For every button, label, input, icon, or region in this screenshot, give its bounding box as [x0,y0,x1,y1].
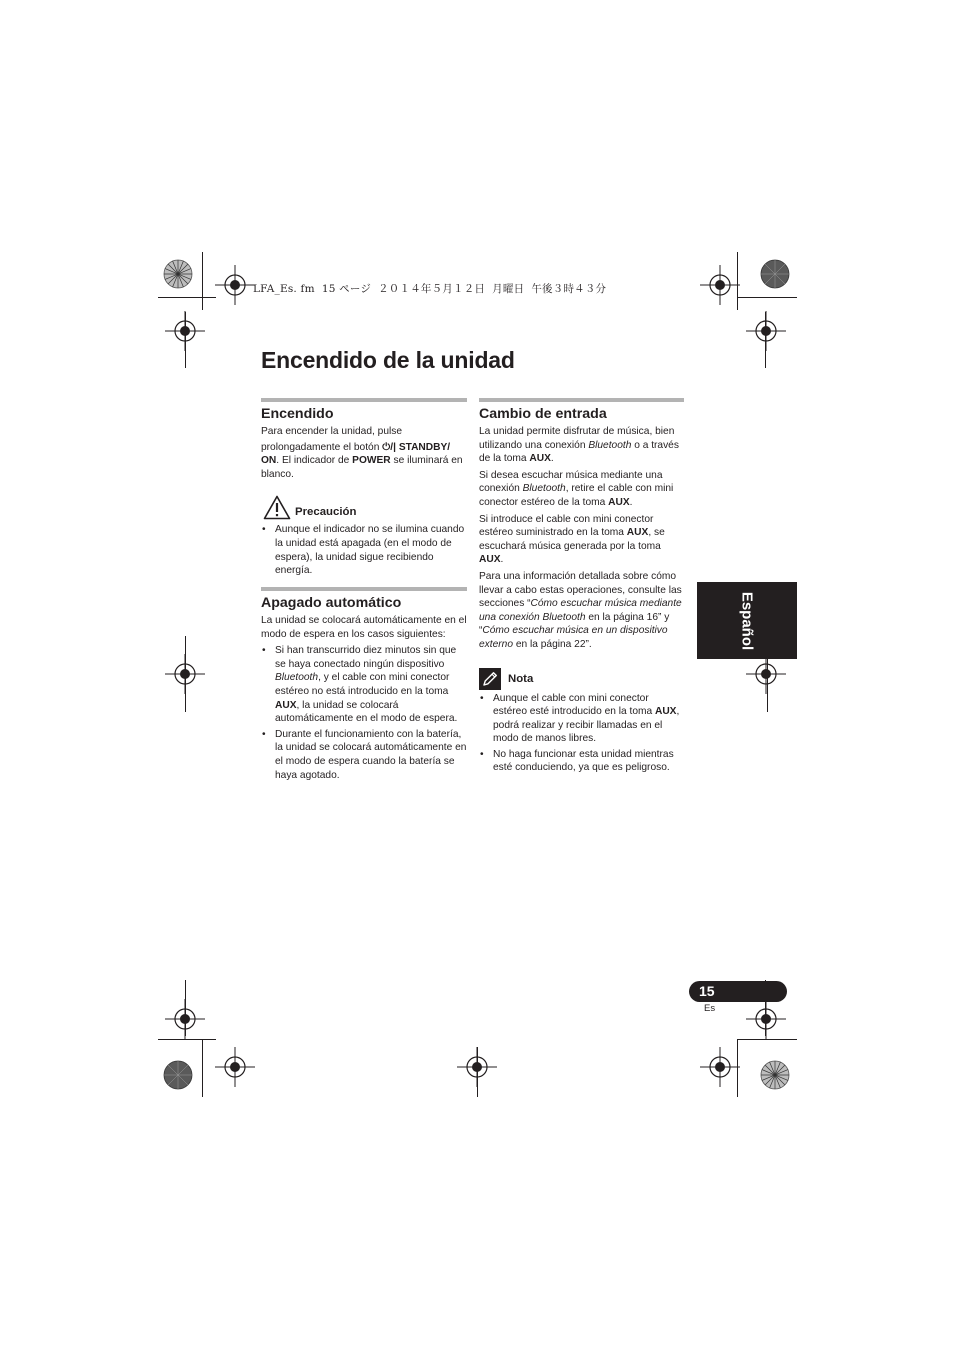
color-rosette-icon [760,259,790,289]
page-number: 15 [699,983,715,999]
note-list [479,692,684,776]
paragraph: Si introduce el cable con mini conector estéreo suministrado en la toma AUX, se escuchará música generada por la toma AUX. [479,513,665,566]
registration-mark-icon [165,311,205,351]
pencil-note-icon [479,668,501,690]
crop-line [202,1039,203,1097]
paragraph: Si desea escuchar música mediante una conexión Bluetooth, retire el cable con mini conector estéreo de la toma AUX. [479,469,674,508]
section-rule [479,398,684,402]
crop-line [158,1039,216,1040]
list-item: • No haga funcionar esta unidad mientras esté conduciendo, ya que es peligroso. [479,748,684,775]
caution-list [261,523,467,577]
list-item: • Durante el funcionamiento con la batería, la unidad se colocará automáticamente en el modo de espera cuando la batería se haya agotado. [261,728,467,782]
registration-mark-icon [165,654,205,694]
note-title: Nota [508,672,534,685]
paragraph: La unidad se colocará automáticamente en el modo de espera en los casos siguientes: [261,615,467,640]
list-item: • Aunque el indicador no se ilumina cuando la unidad está apagada (en el modo de espera), la unidad sigue recibiendo energía. [261,523,467,577]
language-side-tab [697,582,797,659]
crop-line [737,297,797,298]
standby-symbol: ⏻/| [382,441,396,453]
color-rosette-icon [163,259,193,289]
registration-mark-icon [746,311,786,351]
section-apagado [261,587,467,784]
caution-title: Precaución [295,506,357,519]
crop-line [158,297,216,298]
registration-mark-icon [700,1047,740,1087]
caution-heading [261,495,467,521]
color-rosette-icon [760,1060,790,1090]
page-title: Encendido de la unidad [261,347,515,373]
crop-line [202,252,203,310]
section-encendido [261,398,467,580]
registration-mark-icon [215,265,255,305]
color-rosette-icon [163,1060,193,1090]
page-number-badge [689,981,787,1002]
crop-line [737,1039,797,1040]
warning-triangle-icon [263,495,291,520]
registration-mark-icon [700,265,740,305]
registration-mark-icon [215,1047,255,1087]
section-heading: Apagado automático [261,595,402,611]
registration-mark-icon [746,654,786,694]
list-item: • Si han transcurrido diez minutos sin que se haya conectado ningún dispositivo Bluetooth, y el cable con mini conector estéreo no está introducido en la toma AUX, la unidad se colocará automáticamente en el modo de espera. [261,644,467,726]
print-header: LFA_Es. fm 15 ページ ２０１４年５月１２日 月曜日 午後３時４３分 [253,283,607,295]
section-heading: Encendido [261,406,334,422]
bullet-list [261,644,467,782]
section-heading: Cambio de entrada [479,406,607,422]
section-rule [261,587,467,591]
registration-mark-icon [457,1047,497,1087]
note-heading [479,668,684,690]
registration-mark-icon [746,999,786,1039]
paragraph: prolongadamente el botón ⏻/| STANDBY/ ON. El indicador de POWER se iluminará en blanco. [261,441,463,480]
list-item: • Aunque el cable con mini conector estéreo esté introducido en la toma AUX, podrá realizar y recibir llamadas en el modo de manos libres. [479,692,684,746]
language-code: Es [704,1003,716,1014]
registration-mark-icon [165,999,205,1039]
section-cambio [479,398,684,777]
section-rule [261,398,467,402]
paragraph: Para una información detallada sobre cómo llevar a cabo estas operaciones, consulte las secciones “Cómo escuchar música mediante una conexión Bluetooth en la página 16” y “Cómo escuchar música en un dispositivo externo en la página 22”. [479,570,682,650]
language-tab-label: Español [738,591,756,650]
paragraph: La unidad permite disfrutar de música, bien utilizando una conexión Bluetooth o a través de la toma AUX. [479,426,679,465]
paragraph: Para encender la unidad, pulse [261,426,403,437]
